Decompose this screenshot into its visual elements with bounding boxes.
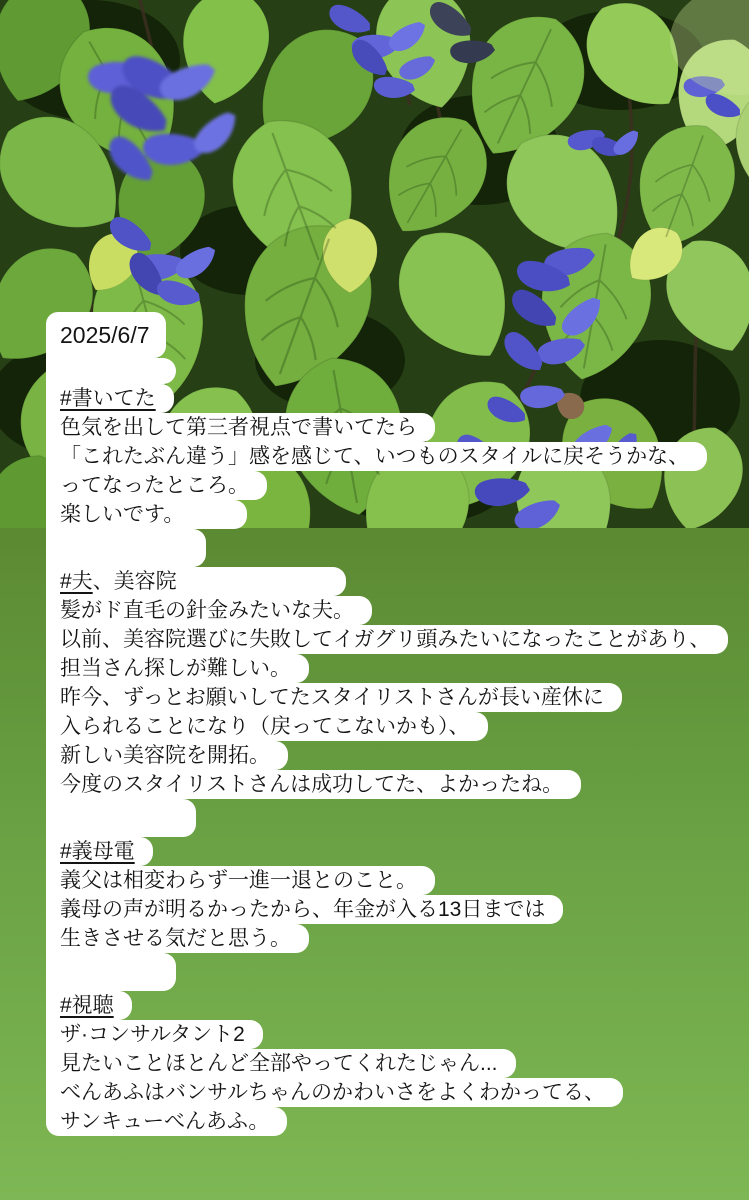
- diary-line: 今度のスタイリストさんは成功してた、よかったね。: [46, 770, 581, 799]
- highlight-spacer: [46, 358, 176, 384]
- diary-line: 担当さん探しが難しい。: [46, 654, 309, 683]
- diary-line: 髪がド直毛の針金みたいな夫。: [46, 596, 372, 625]
- section-tag-text: #視聴: [60, 994, 114, 1017]
- diary-line: 生きさせる気だと思う。: [46, 924, 309, 953]
- highlight-spacer: [46, 953, 176, 991]
- section-tag-rest: 、美容院: [92, 570, 177, 593]
- section-tag: [46, 384, 174, 413]
- diary-line: サンキューべんあふ。: [46, 1107, 287, 1136]
- diary-line: 新しい美容院を開拓。: [46, 741, 288, 770]
- diary-line: 「これたぶん違う」感を感じて、いつものスタイルに戻そうかな、: [46, 442, 707, 471]
- section-tag-text: #義母電: [60, 840, 135, 863]
- diary-line: 義父は相変わらず一進一退とのこと。: [46, 866, 435, 895]
- diary-line: 色気を出して第三者視点で書いてたら: [46, 413, 435, 442]
- diary-line: 義母の声が明るかったから、年金が入る13日までは: [46, 895, 563, 924]
- diary-line: 入られることになり（戻ってこないかも）、: [46, 712, 488, 741]
- diary-line: 見たいことほとんど全部やってくれたじゃん...: [46, 1049, 516, 1078]
- date-label: 2025/6/7: [46, 312, 166, 358]
- diary-line: 楽しいです。: [46, 500, 247, 529]
- diary-line: 昨今、ずっとお願いしてたスタイリストさんが長い産休に: [46, 683, 622, 712]
- diary-line: ザ·コンサルタント2: [46, 1020, 263, 1049]
- section-tag: [46, 991, 132, 1020]
- diary-line: 以前、美容院選びに失敗してイガグリ頭みたいになったことがあり、: [46, 625, 728, 654]
- diary-line: べんあふはバンサルちゃんのかわいさをよくわかってる、: [46, 1078, 623, 1107]
- highlight-spacer: [46, 799, 196, 837]
- highlight-spacer: [46, 529, 206, 567]
- diary-line: ってなったところ。: [46, 471, 267, 500]
- section-tag-text: #書いてた: [60, 387, 156, 410]
- diary-text-overlay: [46, 312, 728, 1136]
- section-tag-text: #夫: [60, 570, 93, 593]
- section-tag: [46, 567, 346, 596]
- section-tag: [46, 837, 153, 866]
